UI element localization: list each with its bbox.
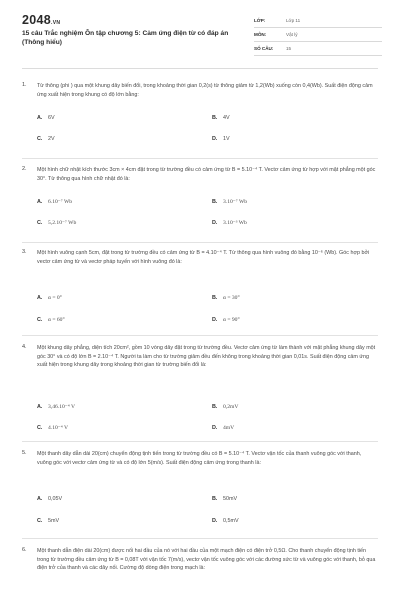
option-text: 6V	[48, 115, 55, 121]
option-letter: A.	[37, 199, 43, 205]
option-letter: B.	[212, 115, 218, 121]
meta-row-subject	[254, 28, 382, 42]
option-b[interactable]	[212, 199, 247, 205]
option-letter: C.	[37, 136, 43, 142]
question-5	[22, 450, 382, 538]
question-6	[22, 547, 382, 597]
question-2	[22, 166, 382, 246]
option-c[interactable]	[37, 220, 76, 226]
question-divider	[22, 158, 378, 159]
option-letter: C.	[37, 317, 43, 323]
option-text: 3.10⁻³ Wb	[223, 220, 247, 226]
question-text: Một hình chữ nhật kích thước 3cm × 4cm đặt trong từ trường đều có cảm ứng từ B = 5.10⁻⁴ T. Vectơ cảm ứng từ hợp với mặt phẳng một góc 30°. Từ thông qua hình chữ nhật đó là:	[37, 167, 376, 182]
question-divider	[22, 242, 378, 243]
option-d[interactable]	[212, 518, 239, 524]
option-text: 0,2mV	[223, 404, 239, 410]
option-d[interactable]	[212, 220, 247, 226]
option-letter: D.	[212, 518, 218, 524]
option-c[interactable]	[37, 425, 68, 431]
option-d[interactable]	[212, 136, 230, 142]
option-d[interactable]	[212, 425, 234, 431]
option-letter: C.	[37, 425, 43, 431]
option-a[interactable]	[37, 404, 75, 410]
question-text: Một thanh dẫn điện dài 20(cm) được nối hai đầu của nó với hai đầu của một mạch điện có điện trở 0,5Ω. Cho thanh chuyển động tịnh tiến trong từ trường đều cảm ứng từ B = 0,08T với vận tốc 7(m/s), vectơ vận tốc vuông góc với các đường sức từ và vuông góc với thanh, bỏ qua điện trở của thanh và các dây nối. Cường độ dòng điện trong mạch là:	[37, 548, 376, 572]
question-number: 1.	[22, 82, 27, 88]
option-text: 3.10⁻⁷ Wb	[223, 199, 248, 205]
option-text: 4.10⁻⁴ V	[48, 425, 69, 431]
option-letter: D.	[212, 220, 218, 226]
question-text: Một hình vuông cạnh 5cm, đặt trong từ trường đều có cảm ứng từ B = 4.10⁻⁴ T. Từ thông qua hình vuông đó bằng 10⁻⁶ (Wb). Góc hợp bởi vectơ cảm ứng từ và vectơ pháp tuyến với hình vuông đó là:	[37, 250, 370, 265]
option-text: 4V	[223, 115, 230, 121]
option-letter: D.	[212, 425, 218, 431]
question-4	[22, 344, 382, 444]
logo-main-text: 2048	[22, 13, 52, 27]
site-logo[interactable]	[22, 13, 60, 27]
option-c[interactable]	[37, 317, 65, 323]
question-text: Từ thông (phi ) qua một khung dây biến đổi, trong khoảng thời gian 0,2(s) từ thông giảm từ 1,2(Wb) xuống còn 0,4(Wb). Suất điện động cảm ứng xuất hiện trong khung có độ lớn bằng:	[37, 83, 373, 98]
header-divider	[22, 68, 378, 69]
question-number: 5.	[22, 450, 27, 456]
meta-key: SỐ CÂU:	[254, 46, 274, 51]
option-text: 6.10⁻⁷ Wb	[48, 199, 73, 205]
question-text: Một khung dây phẳng, diện tích 20cm², gồm 10 vòng dây đặt trong từ trường đều. Vectơ cảm ứng từ làm thành với mặt phẳng khung dây một góc 30° và có độ lớn B = 2.10⁻⁴ T. Người ta làm cho từ trường giảm đều đến không trong khoảng thời gian 0,01s. Suất điện động cảm ứng xuất hiện trong khung dây trong khoảng thời gian từ trường biến đổi là:	[37, 345, 376, 369]
logo-sub-text: .VN	[51, 20, 61, 26]
option-a[interactable]	[37, 295, 62, 301]
option-text: 0,5mV	[223, 518, 239, 524]
option-text: α = 30°	[223, 295, 240, 301]
option-text: α = 90°	[223, 317, 240, 323]
meta-key: LỚP:	[254, 18, 266, 23]
option-b[interactable]	[212, 295, 240, 301]
option-b[interactable]	[212, 404, 238, 410]
option-letter: B.	[212, 496, 218, 502]
option-a[interactable]	[37, 199, 72, 205]
question-number: 3.	[22, 249, 27, 255]
option-letter: B.	[212, 295, 218, 301]
question-3	[22, 249, 382, 337]
option-text: 0,05V	[48, 496, 63, 502]
option-text: 50mV	[223, 496, 238, 502]
option-text: 5mV	[48, 518, 60, 524]
meta-row-count	[254, 42, 382, 56]
meta-row-class	[254, 14, 382, 28]
option-b[interactable]	[212, 115, 230, 121]
option-letter: A.	[37, 295, 43, 301]
option-letter: C.	[37, 518, 43, 524]
question-text: Một thanh dây dẫn dài 20(cm) chuyển động tịnh tiến trong từ trường đều có B = 5.10⁻⁴ T. Vectơ vận tốc của thanh vuông góc với thanh, vuông góc với vectơ cảm ứng từ và có độ lớn 5(m/s). Suất điện động cảm ứng trong thanh là:	[37, 451, 362, 466]
page-header	[0, 0, 400, 64]
question-divider	[22, 538, 378, 539]
meta-value: Vật lý	[286, 32, 298, 37]
option-c[interactable]	[37, 518, 59, 524]
option-text: 2V	[48, 136, 55, 142]
option-a[interactable]	[37, 496, 62, 502]
option-letter: A.	[37, 404, 43, 410]
option-letter: B.	[212, 199, 218, 205]
question-1	[22, 82, 382, 162]
option-text: α = 60°	[48, 317, 65, 323]
meta-key: MÔN:	[254, 32, 267, 37]
document-title: 15 câu Trắc nghiệm Ôn tập chương 5: Cảm ứng điện từ có đáp án (Thông hiểu)	[22, 30, 229, 46]
question-divider	[22, 441, 378, 442]
option-text: 4mV	[223, 425, 235, 431]
meta-value: 15	[286, 46, 292, 51]
option-letter: B.	[212, 404, 218, 410]
question-number: 2.	[22, 166, 27, 172]
option-b[interactable]	[212, 496, 237, 502]
question-divider	[22, 335, 378, 336]
option-a[interactable]	[37, 115, 55, 121]
option-letter: D.	[212, 317, 218, 323]
option-letter: A.	[37, 115, 43, 121]
option-text: α = 0°	[48, 295, 62, 301]
meta-value: Lớp 11	[286, 18, 301, 23]
question-number: 6.	[22, 547, 27, 553]
question-number: 4.	[22, 344, 27, 350]
option-text: 5,2.10⁻⁷ Wb	[48, 220, 77, 226]
option-letter: C.	[37, 220, 43, 226]
option-letter: A.	[37, 496, 43, 502]
option-text: 3,46.10⁻⁴ V	[48, 404, 76, 410]
option-letter: D.	[212, 136, 218, 142]
option-text: 1V	[223, 136, 230, 142]
option-d[interactable]	[212, 317, 240, 323]
option-c[interactable]	[37, 136, 55, 142]
meta-table	[254, 14, 382, 56]
